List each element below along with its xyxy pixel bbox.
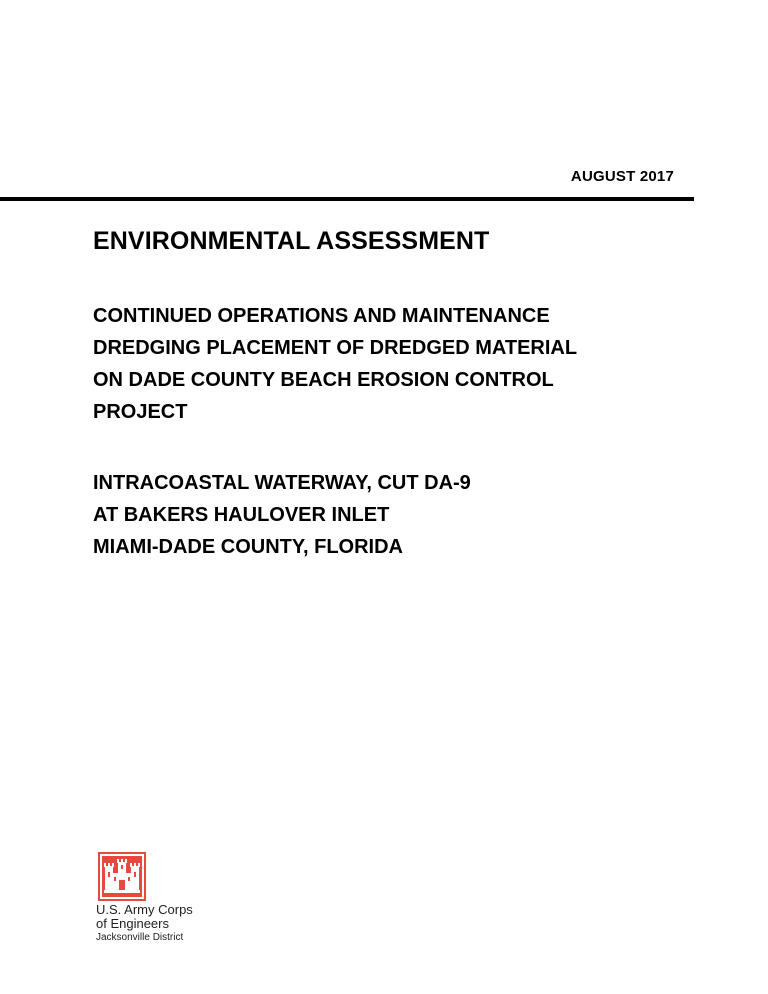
- report-date: AUGUST 2017: [570, 168, 674, 185]
- project-title-line: ON DADE COUNTY BEACH EROSION CONTROL: [93, 369, 554, 391]
- header-divider: [0, 197, 694, 201]
- castle-logo-icon: [98, 852, 146, 901]
- agency-name-line: U.S. Army Corps: [96, 902, 193, 917]
- project-location-line: MIAMI-DADE COUNTY, FLORIDA: [93, 536, 403, 558]
- document-type-title: ENVIRONMENTAL ASSESSMENT: [93, 227, 490, 255]
- agency-name: [96, 903, 193, 944]
- agency-name-line: of Engineers: [96, 916, 169, 931]
- project-location-line: INTRACOASTAL WATERWAY, CUT DA-9: [93, 472, 471, 494]
- project-location: [93, 467, 471, 563]
- project-location-line: AT BAKERS HAULOVER INLET: [93, 504, 390, 526]
- project-title-line: DREDGING PLACEMENT OF DREDGED MATERIAL: [93, 337, 578, 359]
- project-title-line: PROJECT: [93, 401, 188, 423]
- agency-district: Jacksonville District: [96, 932, 184, 943]
- project-title-line: CONTINUED OPERATIONS AND MAINTENANCE: [93, 305, 550, 327]
- project-title: [93, 300, 577, 428]
